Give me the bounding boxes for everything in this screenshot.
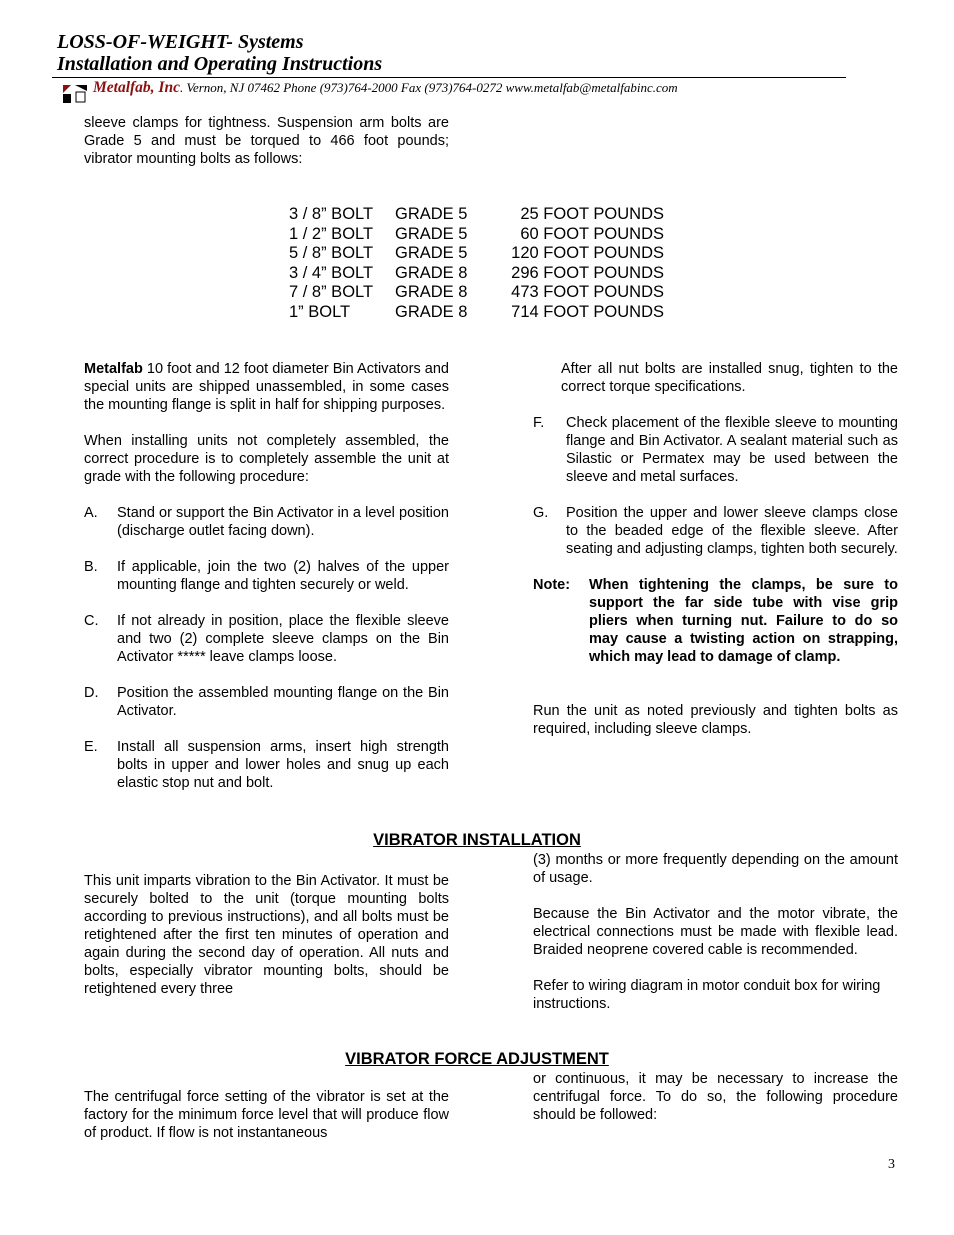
step-text: Install all suspension arms, insert high strength bolts in upper and lower holes and snug up each elastic stop nut and bolt. <box>117 739 449 791</box>
step-item <box>84 738 449 792</box>
torque-value: 60 FOOT POUNDS <box>520 224 664 243</box>
company-contact: . Vernon, NJ 07462 Phone (973)764-2000 Fax (973)764-0272 www.metalfab@metalfabinc.com <box>179 80 678 95</box>
page-number: 3 <box>888 1157 895 1172</box>
vibrator-force-text: The centrifugal force setting of the vibrator is set at the factory for the minimum force level that will produce flow of product. If flow is not instantaneous <box>84 1089 449 1141</box>
vibrator-force-continued: or continuous, it may be necessary to increase the centrifugal force. To do so, the following procedure should be followed: <box>533 1071 898 1123</box>
assembly-intro-text: 10 foot and 12 foot diameter Bin Activators and special units are shipped unassembled, in some cases the mounting flange is split in half for shipping purposes. <box>84 361 449 413</box>
step-label: D. <box>84 685 99 701</box>
step-item <box>84 612 449 666</box>
note-text: When tightening the clamps, be sure to support the far side tube with vise grip pliers when turning nut. Failure to do so may cause a twisting action on strapping, which may lead to damage of clamp. <box>589 577 898 665</box>
assembly-intro-paragraph <box>84 360 449 414</box>
bolt-grade: GRADE 8 <box>395 263 468 282</box>
step-item <box>84 684 449 720</box>
step-text: Check placement of the flexible sleeve to mounting flange and Bin Activator. A sealant material such as Silastic or Permatex may be used between the sleeve and metal surfaces. <box>566 415 898 485</box>
bolt-grade: GRADE 8 <box>395 302 468 321</box>
step-text: Position the upper and lower sleeve clamps close to the beaded edge of the flexible sleeve. After seating and adjusting clamps, tighten both securely. <box>566 505 898 557</box>
company-contact-line <box>93 79 678 96</box>
bolt-grade: GRADE 5 <box>395 244 468 263</box>
vibrator-installation-text: This unit imparts vibration to the Bin Activator. It must be securely bolted to the unit (torque mounting bolts according to previous instructions), and all bolts must be retightened after the first ten minutes of operation and again during the second day of operation. All nuts and bolts, especially vibrator mounting bolts, should be retightened every three <box>84 873 449 997</box>
vibrator-force-heading: VIBRATOR FORCE ADJUSTMENT <box>345 1050 609 1068</box>
title-line-2: Installation and Operating Instructions <box>57 53 383 75</box>
note-label: Note: <box>533 577 571 593</box>
step-text: Position the assembled mounting flange on the Bin Activator. <box>117 685 449 719</box>
vibrator-installation-left <box>84 872 449 998</box>
step-label: F. <box>533 415 545 431</box>
company-name: Metalfab, Inc <box>93 79 180 96</box>
step-text: If not already in position, place the flexible sleeve and two (2) complete sleeve clamps on the Bin Activator ***** leave clamps loose. <box>117 613 449 665</box>
vibrator-installation-continued: (3) months or more frequently depending on the amount of usage. <box>533 852 898 886</box>
step-label: E. <box>84 739 98 755</box>
bolt-size: 1” BOLT <box>289 302 351 321</box>
step-item <box>84 504 449 540</box>
vibrator-installation-right <box>533 851 898 1013</box>
vibrator-installation-heading: VIBRATOR INSTALLATION <box>373 831 581 849</box>
assembly-left-column <box>84 360 449 792</box>
bolt-grade: GRADE 8 <box>395 283 468 302</box>
step-item <box>533 504 898 558</box>
wiring-diagram-text: Refer to wiring diagram in motor conduit box for wiring instructions. <box>533 978 881 1012</box>
title-line-1: LOSS-OF-WEIGHT- Systems <box>57 31 304 53</box>
step-e-continued: After all nut bolts are installed snug, tighten to the correct torque specifications. <box>561 361 898 395</box>
electrical-connections-text: Because the Bin Activator and the motor vibrate, the electrical connections must be made with flexible lead. Braided neoprene covered cable is recommended. <box>533 906 898 958</box>
step-item <box>533 414 898 486</box>
step-label: C. <box>84 613 99 629</box>
step-item <box>84 558 449 594</box>
bolt-size: 1 / 2” BOLT <box>289 224 374 243</box>
run-unit-text: Run the unit as noted previously and tighten bolts as required, including sleeve clamps. <box>533 703 898 737</box>
metalfab-logo-icon <box>61 82 89 104</box>
step-label: G. <box>533 505 549 521</box>
step-text: Stand or support the Bin Activator in a level position (discharge outlet facing down). <box>117 505 449 539</box>
bolt-grade: GRADE 5 <box>395 224 468 243</box>
bolt-size: 3 / 8” BOLT <box>289 205 374 223</box>
torque-value: 120 FOOT POUNDS <box>511 244 664 263</box>
bolt-size: 7 / 8” BOLT <box>289 283 374 302</box>
assembly-procedure-intro: When installing units not completely assembled, the correct procedure is to completely assemble the unit at grade with the following procedure: <box>84 433 449 485</box>
bolt-size: 3 / 4” BOLT <box>289 263 374 282</box>
vibrator-force-right <box>533 1070 898 1124</box>
note-block <box>533 576 898 666</box>
brand-name: Metalfab <box>84 361 143 377</box>
bolt-grade: GRADE 5 <box>395 205 468 223</box>
torque-value: 296 FOOT POUNDS <box>511 263 664 282</box>
torque-value: 473 FOOT POUNDS <box>511 283 664 302</box>
header-rule <box>52 77 846 78</box>
bolt-size: 5 / 8” BOLT <box>289 244 374 263</box>
torque-value: 25 FOOT POUNDS <box>520 205 664 223</box>
vibrator-force-left <box>84 1088 449 1142</box>
step-text: If applicable, join the two (2) halves of the upper mounting flange and tighten securely or weld. <box>117 559 449 593</box>
assembly-right-column <box>533 360 898 738</box>
torque-value: 714 FOOT POUNDS <box>511 302 664 321</box>
intro-text: sleeve clamps for tightness. Suspension arm bolts are Grade 5 and must be torqued to 466 foot pounds; vibrator mounting bolts as follows: <box>84 115 449 167</box>
step-label: A. <box>84 505 98 521</box>
step-label: B. <box>84 559 98 575</box>
intro-paragraph <box>84 114 449 168</box>
document-title <box>57 31 382 75</box>
